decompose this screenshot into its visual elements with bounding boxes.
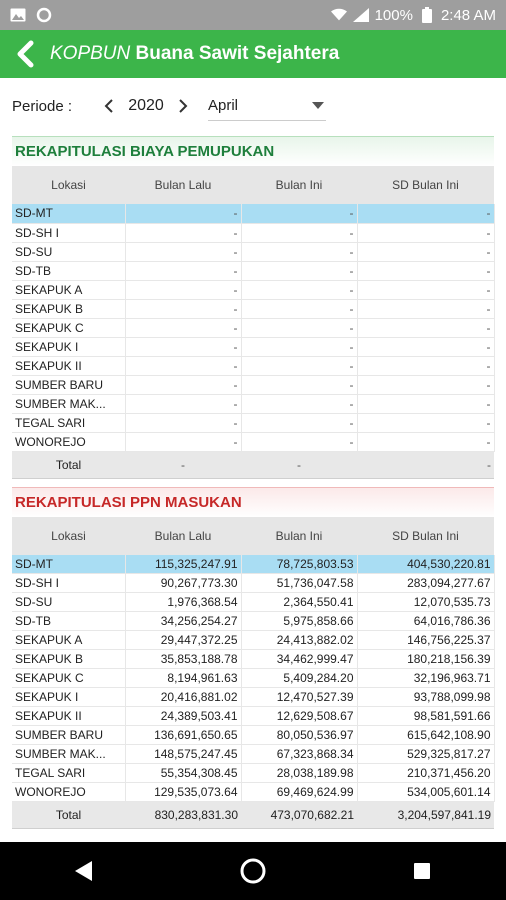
table-row[interactable]: [12, 261, 494, 280]
year-value: 2020: [128, 97, 164, 114]
battery-icon: [419, 7, 435, 23]
title-main: Buana Sawit Sejahtera: [135, 43, 340, 64]
cell-bulan-lalu: -: [125, 337, 241, 356]
cell-bulan-ini: 5,409,284.20: [241, 669, 357, 688]
cell-bulan-lalu: 136,691,650.65: [125, 726, 241, 745]
cell-bulan-ini: -: [241, 204, 357, 223]
table-row[interactable]: [12, 555, 494, 574]
cell-sd-bulan-ini: 146,756,225.37: [357, 631, 494, 650]
title-prefix: KOPBUN: [50, 43, 131, 64]
periode-label: Periode :: [12, 97, 73, 115]
cell-bulan-ini: 12,629,508.67: [241, 707, 357, 726]
cell-bulan-lalu: 90,267,773.30: [125, 574, 241, 593]
cell-bulan-lalu: 34,256,254.27: [125, 612, 241, 631]
cell-lokasi: SEKAPUK I: [12, 688, 125, 707]
table-row[interactable]: [12, 413, 494, 432]
cell-bulan-lalu: -: [125, 394, 241, 413]
cell-sd-bulan-ini: -: [357, 375, 494, 394]
cell-sd-bulan-ini: 283,094,277.67: [357, 574, 494, 593]
cell-bulan-lalu: -: [125, 299, 241, 318]
cell-sd-bulan-ini: -: [357, 223, 494, 242]
wifi-icon: [331, 7, 347, 23]
cell-bulan-lalu: -: [125, 280, 241, 299]
cell-lokasi: WONOREJO: [12, 783, 125, 802]
app-title: [50, 43, 339, 65]
cell-sd-bulan-ini: 32,196,963.71: [357, 669, 494, 688]
table-row[interactable]: [12, 688, 494, 707]
total-label: Total: [12, 451, 125, 478]
recents-icon: [413, 862, 431, 880]
cell-bulan-lalu: -: [125, 204, 241, 223]
table-row[interactable]: [12, 612, 494, 631]
cell-bulan-lalu: 148,575,247.45: [125, 745, 241, 764]
table-row[interactable]: [12, 204, 494, 223]
clock: 2:48 AM: [440, 6, 496, 24]
back-icon: [74, 860, 94, 882]
cell-bulan-ini: -: [241, 413, 357, 432]
table-row[interactable]: [12, 280, 494, 299]
cell-lokasi: WONOREJO: [12, 432, 125, 451]
cell-bulan-lalu: 24,389,503.41: [125, 707, 241, 726]
header-sd-bulan-ini: SD Bulan Ini: [357, 166, 494, 204]
cell-bulan-ini: -: [241, 299, 357, 318]
dropdown-arrow-icon: [312, 102, 324, 109]
signal-icon: [353, 7, 369, 23]
section-title-biaya: REKAPITULASI BIAYA PEMUPUKAN: [12, 136, 494, 166]
nav-recents-button[interactable]: [402, 851, 442, 891]
next-year-button[interactable]: [174, 94, 192, 118]
cell-lokasi: SEKAPUK I: [12, 337, 125, 356]
cell-sd-bulan-ini: 12,070,535.73: [357, 593, 494, 612]
cell-bulan-lalu: -: [125, 261, 241, 280]
cell-sd-bulan-ini: 615,642,108.90: [357, 726, 494, 745]
cell-bulan-ini: 69,469,624.99: [241, 783, 357, 802]
cell-bulan-ini: 12,470,527.39: [241, 688, 357, 707]
cell-sd-bulan-ini: 404,530,220.81: [357, 555, 494, 574]
cell-bulan-ini: 80,050,536.97: [241, 726, 357, 745]
cell-bulan-lalu: 55,354,308.45: [125, 764, 241, 783]
total-row: [12, 802, 494, 829]
cell-sd-bulan-ini: 98,581,591.66: [357, 707, 494, 726]
cell-bulan-lalu: -: [125, 432, 241, 451]
cell-sd-bulan-ini: -: [357, 356, 494, 375]
cell-lokasi: SUMBER BARU: [12, 726, 125, 745]
cell-lokasi: SEKAPUK A: [12, 631, 125, 650]
cell-bulan-lalu: -: [125, 242, 241, 261]
cell-bulan-ini: -: [241, 318, 357, 337]
ppn-table: [12, 517, 495, 830]
total-bulan-ini: -: [241, 451, 357, 478]
cell-lokasi: SUMBER MAK...: [12, 745, 125, 764]
cell-sd-bulan-ini: -: [357, 432, 494, 451]
table-row[interactable]: [12, 707, 494, 726]
nav-back-button[interactable]: [64, 851, 104, 891]
cell-bulan-ini: -: [241, 280, 357, 299]
biaya-table: [12, 166, 495, 479]
cell-bulan-ini: -: [241, 375, 357, 394]
total-sd-bulan-ini: -: [357, 451, 494, 478]
home-icon: [239, 857, 267, 885]
cell-bulan-ini: -: [241, 432, 357, 451]
header-bulan-lalu: Bulan Lalu: [125, 166, 241, 204]
back-arrow-icon: [15, 40, 35, 68]
table-row[interactable]: [12, 593, 494, 612]
total-sd-bulan-ini: 3,204,597,841.19: [357, 802, 494, 829]
cell-sd-bulan-ini: -: [357, 242, 494, 261]
cell-sd-bulan-ini: 529,325,817.27: [357, 745, 494, 764]
cell-lokasi: TEGAL SARI: [12, 764, 125, 783]
cell-sd-bulan-ini: 210,371,456.20: [357, 764, 494, 783]
cell-bulan-lalu: -: [125, 413, 241, 432]
periode-selector: [0, 84, 506, 128]
cell-bulan-lalu: 1,976,368.54: [125, 593, 241, 612]
header-bulan-ini: Bulan Ini: [241, 517, 357, 555]
cell-lokasi: SUMBER BARU: [12, 375, 125, 394]
table-row[interactable]: [12, 356, 494, 375]
cell-bulan-lalu: 20,416,881.02: [125, 688, 241, 707]
table-row[interactable]: [12, 726, 494, 745]
cell-lokasi: SD-MT: [12, 204, 125, 223]
header-lokasi: Lokasi: [12, 166, 125, 204]
circle-icon: [36, 7, 52, 23]
cell-bulan-ini: 78,725,803.53: [241, 555, 357, 574]
cell-bulan-ini: 24,413,882.02: [241, 631, 357, 650]
cell-lokasi: SEKAPUK II: [12, 356, 125, 375]
cell-lokasi: SD-MT: [12, 555, 125, 574]
cell-bulan-ini: 67,323,868.34: [241, 745, 357, 764]
cell-bulan-ini: -: [241, 261, 357, 280]
header-bulan-ini: Bulan Ini: [241, 166, 357, 204]
year-picker: [100, 94, 192, 118]
battery-level: 100%: [374, 6, 413, 24]
status-bar: [0, 0, 506, 30]
cell-sd-bulan-ini: -: [357, 394, 494, 413]
cell-bulan-lalu: 29,447,372.25: [125, 631, 241, 650]
chevron-left-icon: [104, 98, 114, 114]
cell-sd-bulan-ini: -: [357, 299, 494, 318]
image-icon: [10, 7, 26, 23]
header-lokasi: Lokasi: [12, 517, 125, 555]
table-row[interactable]: [12, 375, 494, 394]
header-sd-bulan-ini: SD Bulan Ini: [357, 517, 494, 555]
table-row[interactable]: [12, 432, 494, 451]
month-dropdown[interactable]: [208, 91, 326, 121]
month-value: April: [208, 97, 239, 114]
cell-bulan-ini: -: [241, 242, 357, 261]
cell-bulan-lalu: 129,535,073.64: [125, 783, 241, 802]
cell-bulan-ini: 34,462,999.47: [241, 650, 357, 669]
cell-sd-bulan-ini: -: [357, 204, 494, 223]
table-row[interactable]: [12, 764, 494, 783]
cell-lokasi: SEKAPUK II: [12, 707, 125, 726]
cell-bulan-ini: 28,038,189.98: [241, 764, 357, 783]
prev-year-button[interactable]: [100, 94, 118, 118]
cell-sd-bulan-ini: 64,016,786.36: [357, 612, 494, 631]
table-row[interactable]: [12, 783, 494, 802]
cell-lokasi: SD-SU: [12, 242, 125, 261]
table-row[interactable]: [12, 574, 494, 593]
table-row[interactable]: [12, 242, 494, 261]
nav-home-button[interactable]: [233, 851, 273, 891]
cell-lokasi: SD-TB: [12, 612, 125, 631]
cell-bulan-lalu: -: [125, 223, 241, 242]
table-row[interactable]: [12, 337, 494, 356]
cell-bulan-lalu: -: [125, 375, 241, 394]
system-nav-bar: [0, 842, 506, 900]
cell-sd-bulan-ini: 534,005,601.14: [357, 783, 494, 802]
cell-bulan-ini: 51,736,047.58: [241, 574, 357, 593]
cell-sd-bulan-ini: -: [357, 337, 494, 356]
section-title-ppn: REKAPITULASI PPN MASUKAN: [12, 487, 494, 517]
table-row[interactable]: [12, 318, 494, 337]
total-row: [12, 451, 494, 478]
total-bulan-lalu: -: [125, 451, 241, 478]
total-label: Total: [12, 802, 125, 829]
cell-sd-bulan-ini: 93,788,099.98: [357, 688, 494, 707]
cell-bulan-ini: -: [241, 337, 357, 356]
cell-lokasi: SEKAPUK B: [12, 299, 125, 318]
cell-lokasi: SD-SH I: [12, 574, 125, 593]
chevron-right-icon: [178, 98, 188, 114]
app-bar: [0, 30, 506, 78]
cell-bulan-lalu: 115,325,247.91: [125, 555, 241, 574]
cell-bulan-ini: 5,975,858.66: [241, 612, 357, 631]
cell-sd-bulan-ini: -: [357, 280, 494, 299]
cell-sd-bulan-ini: 180,218,156.39: [357, 650, 494, 669]
cell-bulan-lalu: -: [125, 356, 241, 375]
cell-sd-bulan-ini: -: [357, 413, 494, 432]
cell-bulan-lalu: 8,194,961.63: [125, 669, 241, 688]
cell-bulan-ini: -: [241, 394, 357, 413]
back-button[interactable]: [10, 34, 40, 74]
table-row[interactable]: [12, 223, 494, 242]
cell-lokasi: SUMBER MAK...: [12, 394, 125, 413]
total-bulan-lalu: 830,283,831.30: [125, 802, 241, 829]
cell-sd-bulan-ini: -: [357, 261, 494, 280]
total-bulan-ini: 473,070,682.21: [241, 802, 357, 829]
cell-bulan-ini: 2,364,550.41: [241, 593, 357, 612]
cell-lokasi: SD-TB: [12, 261, 125, 280]
cell-lokasi: TEGAL SARI: [12, 413, 125, 432]
cell-sd-bulan-ini: -: [357, 318, 494, 337]
cell-lokasi: SEKAPUK C: [12, 318, 125, 337]
table-row[interactable]: [12, 394, 494, 413]
cell-lokasi: SD-SH I: [12, 223, 125, 242]
table-row[interactable]: [12, 299, 494, 318]
cell-bulan-ini: -: [241, 356, 357, 375]
cell-bulan-lalu: 35,853,188.78: [125, 650, 241, 669]
cell-bulan-lalu: -: [125, 318, 241, 337]
cell-lokasi: SEKAPUK C: [12, 669, 125, 688]
table-row[interactable]: [12, 745, 494, 764]
header-bulan-lalu: Bulan Lalu: [125, 517, 241, 555]
table-row[interactable]: [12, 650, 494, 669]
table-row[interactable]: [12, 669, 494, 688]
cell-lokasi: SEKAPUK B: [12, 650, 125, 669]
cell-lokasi: SEKAPUK A: [12, 280, 125, 299]
cell-bulan-ini: -: [241, 223, 357, 242]
table-row[interactable]: [12, 631, 494, 650]
cell-lokasi: SD-SU: [12, 593, 125, 612]
